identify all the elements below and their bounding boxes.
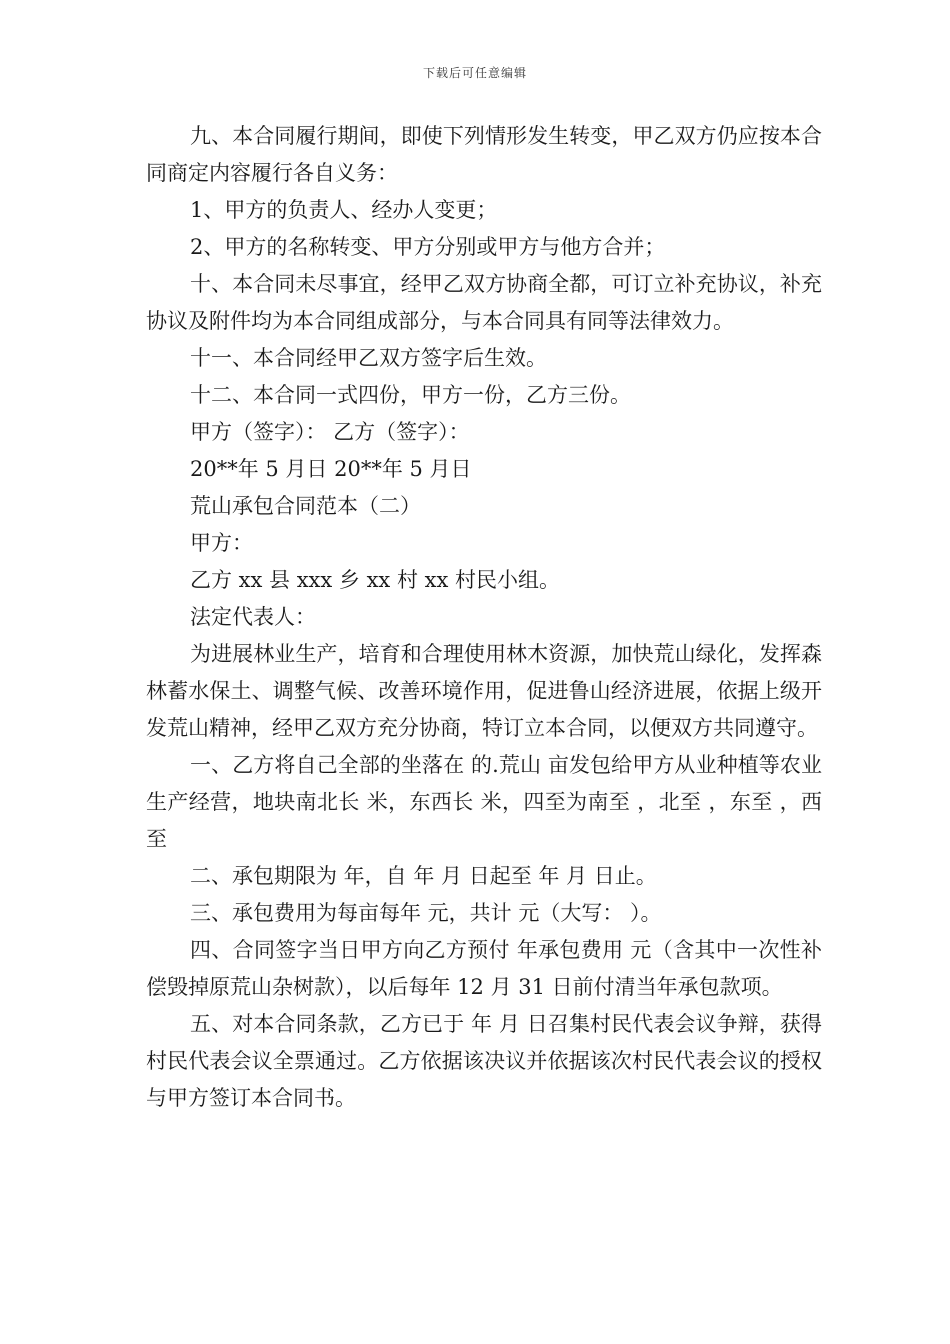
page-header: 下载后可任意编辑 [422,66,527,80]
date-line: 20**年 5 月日 20**年 5 月日 [190,457,472,481]
paragraph: 九、本合同履行期间，即使下列情形发生转变，甲乙双方仍应按本合同商定内容履行各自义务： [146,124,822,185]
paragraph: 十、本合同未尽事宜，经甲乙双方协商全都，可订立补充协议，补充协议及附件均为本合同组成部分，与本合同具有同等法律效力。 [146,272,822,333]
signature-line: 甲方（签字）： 乙方（签字）： [190,420,470,444]
section-title: 荒山承包合同范本（二） [190,494,421,518]
paragraph: 五、对本合同条款，乙方已于 年 月 日召集村民代表会议争辩，获得村民代表会议全票通过。乙方依据该决议并依据该次村民代表会议的授权与甲方签订本合同书。 [146,1012,822,1110]
paragraph: 十一、本合同经甲乙双方签字后生效。 [190,346,547,370]
party-b-line: 乙方 xx 县 xxx 乡 xx 村 xx 村民小组。 [190,568,560,592]
paragraph: 一、乙方将自己全部的坐落在 的.荒山 亩发包给甲方从业种植等农业生产经营，地块南北长 米，东西长 米，四至为南至 ，北至 ，东至 ，西至 [146,753,822,851]
paragraph: 二、承包期限为 年，自 年 月 日起至 年 月 日止。 [190,864,657,888]
paragraph: 为进展林业生产，培育和合理使用林木资源，加快荒山绿化，发挥森林蓄水保土、调整气候、改善环境作用，促进鲁山经济进展，依据上级开发荒山精神，经甲乙双方充分协商，特订立本合同，以便双方共同遵守。 [146,642,822,740]
paragraph: 2、甲方的名称转变、甲方分别或甲方与他方合并； [190,235,666,259]
legal-rep-line: 法定代表人： [190,605,316,629]
paragraph: 三、承包费用为每亩每年 元，共计 元（大写： ）。 [190,901,662,925]
document-body [146,118,822,1117]
paragraph: 十二、本合同一式四份，甲方一份，乙方三份。 [190,383,631,407]
paragraph: 1、甲方的负责人、经办人变更； [190,198,498,222]
paragraph: 四、合同签字当日甲方向乙方预付 年承包费用 元（含其中一次性补偿毁掉原荒山杂树款），以后每年 12 月 31 日前付清当年承包款项。 [146,938,822,999]
party-a-line: 甲方： [190,531,253,555]
